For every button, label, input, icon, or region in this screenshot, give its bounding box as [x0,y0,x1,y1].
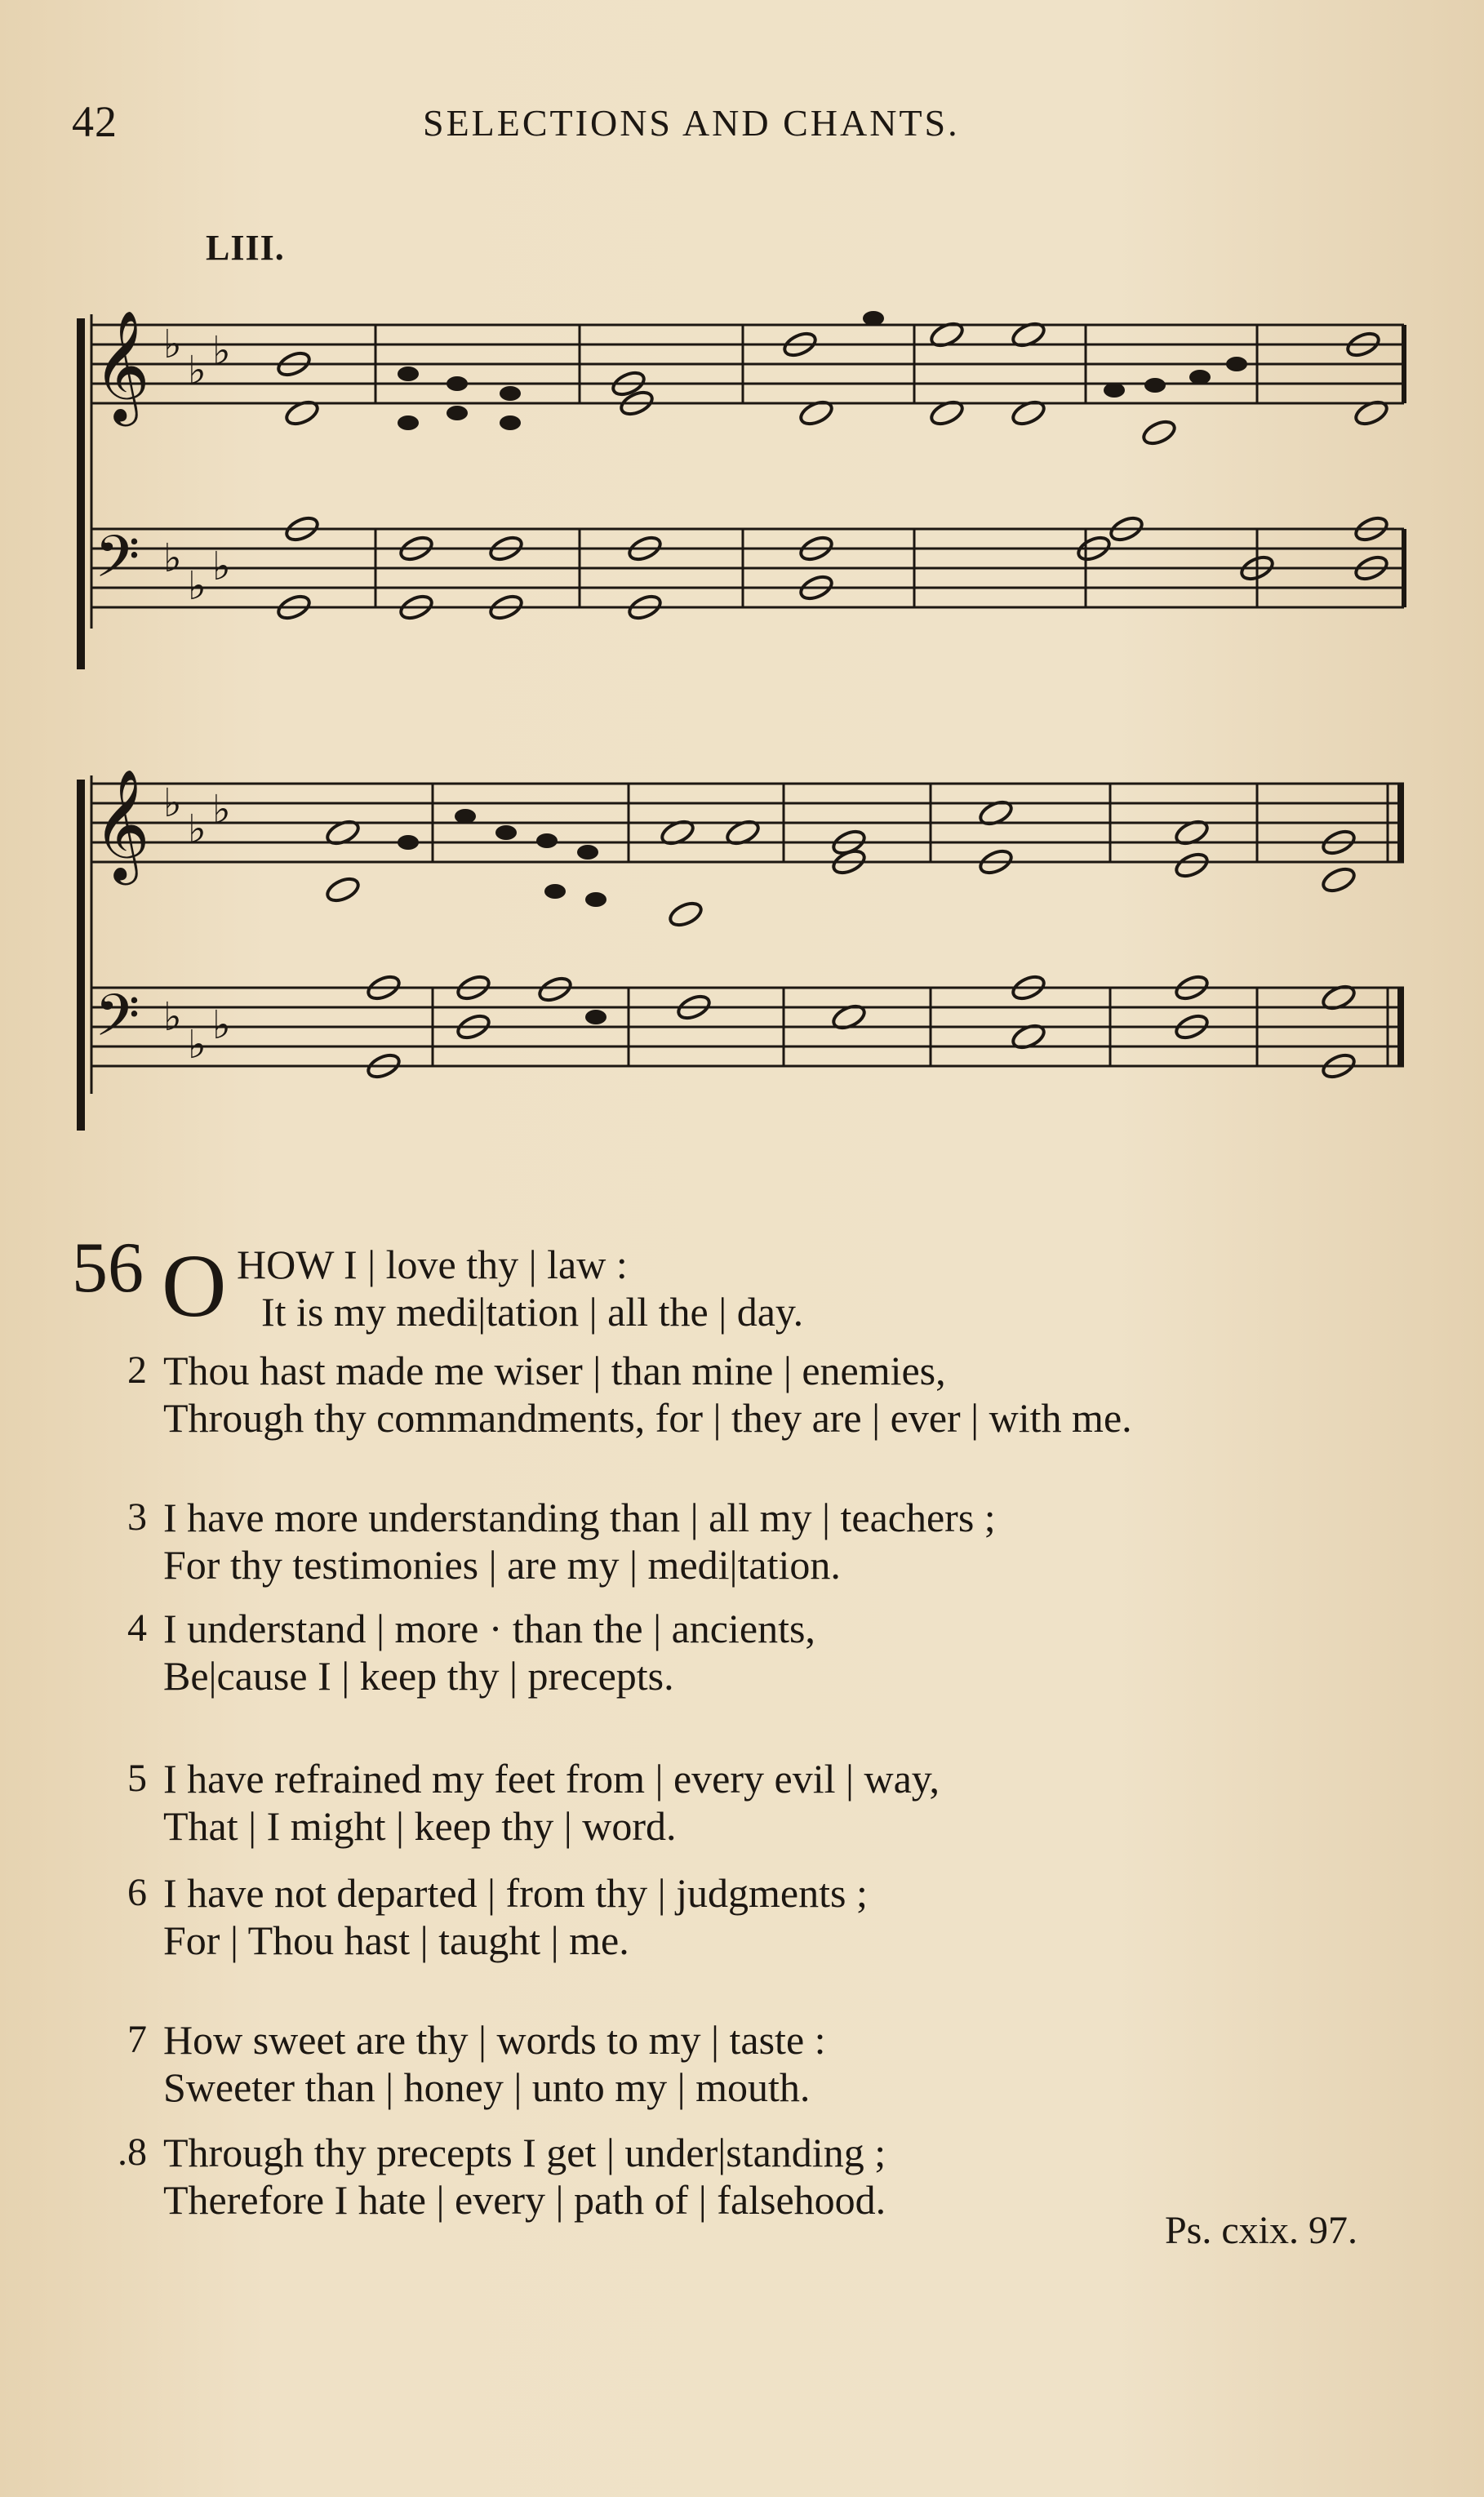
bass-clef-icon: 𝄢 [95,982,140,1064]
verse-line: Through thy commandments, for | they are | ever | with me. [163,1395,1132,1441]
drop-cap: O [162,1236,227,1335]
psalm-number: 56 [72,1229,144,1308]
verse-line: I have more understanding than | all my | teachers ; [163,1495,996,1540]
psalm-attribution: Ps. cxix. 97. [1164,2209,1357,2252]
chant-number: LIII. [206,228,285,268]
running-title: SELECTIONS AND CHANTS. [423,102,960,144]
treble-clef-icon: 𝄞 [93,309,150,421]
verse-number: 2 [127,1348,147,1392]
music-score [65,269,1428,1151]
verse-line: How sweet are thy | words to my | taste : [163,2017,826,2063]
svg-text:♭: ♭ [163,994,182,1040]
svg-text:♭: ♭ [188,348,207,393]
filled-notes-system-1 [398,311,1247,430]
svg-text:♭: ♭ [212,787,231,833]
svg-text:♭: ♭ [212,1002,231,1048]
verse-1-line-2: It is my medi|tation | all the | day. [261,1289,804,1335]
bass-clef-icon: 𝄢 [95,523,140,605]
system-1-barlines [375,325,1404,607]
page-header [72,96,1411,153]
verse-line: For thy testimonies | are my | medi|tation. [163,1542,841,1588]
verse-line: I have refrained my feet from | every evil | way, [163,1756,940,1802]
verse-line: Therefore I hate | every | path of | falsehood. [163,2177,886,2223]
verse-line: Be|cause I | keep thy | precepts. [163,1653,674,1699]
verse-1-line-1: HOW I | love thy | law : [237,1242,628,1287]
verse-line: I have not departed | from thy | judgments ; [163,1870,868,1916]
verse-4 [65,1605,1420,1703]
verse-line: Thou hast made me wiser | than mine | enemies, [163,1348,946,1393]
svg-text:♭: ♭ [212,544,231,589]
system-1-brace [77,318,85,669]
chant-score-svg [65,269,1428,1151]
verse-number: 3 [127,1495,147,1539]
key-signatures [163,322,231,1068]
svg-text:♭: ♭ [163,322,182,367]
verse-line: Through thy precepts I get | under|standing ; [163,2130,886,2175]
verse-number: .8 [118,2130,147,2174]
verse-line: That | I might | keep thy | word. [163,1803,677,1849]
verse-6 [65,1869,1420,1967]
verse-5 [65,1755,1420,1853]
svg-text:♭: ♭ [188,806,207,852]
verse-number: 4 [127,1606,147,1650]
bass-staff-1 [91,529,1404,607]
page-number: 42 [72,97,118,146]
verse-number: 5 [127,1757,147,1800]
svg-text:♭: ♭ [188,563,207,609]
treble-clef-icon: 𝄞 [93,767,150,880]
notes-system-2 [324,798,1357,1082]
verse-line: I understand | more · than the | ancients, [163,1606,815,1651]
psalm-text [65,1224,1420,2286]
svg-text:♭: ♭ [188,1022,207,1068]
verse-number: 7 [127,2018,147,2061]
svg-text:♭: ♭ [163,535,182,581]
svg-text:♭: ♭ [212,328,231,374]
verse-line: For | Thou hast | taught | me. [163,1917,629,1963]
verse-line: Sweeter than | honey | unto my | mouth. [163,2064,811,2110]
verse-7 [65,2016,1420,2114]
system-2-barlines [433,784,1401,1066]
verse-2 [65,1347,1420,1445]
system-2-brace [77,780,85,1131]
verse-3 [65,1494,1420,1592]
svg-text:♭: ♭ [163,780,182,826]
treble-staff-1 [91,325,1404,403]
verse-1 [65,1236,1420,1339]
verse-number: 6 [127,1871,147,1914]
